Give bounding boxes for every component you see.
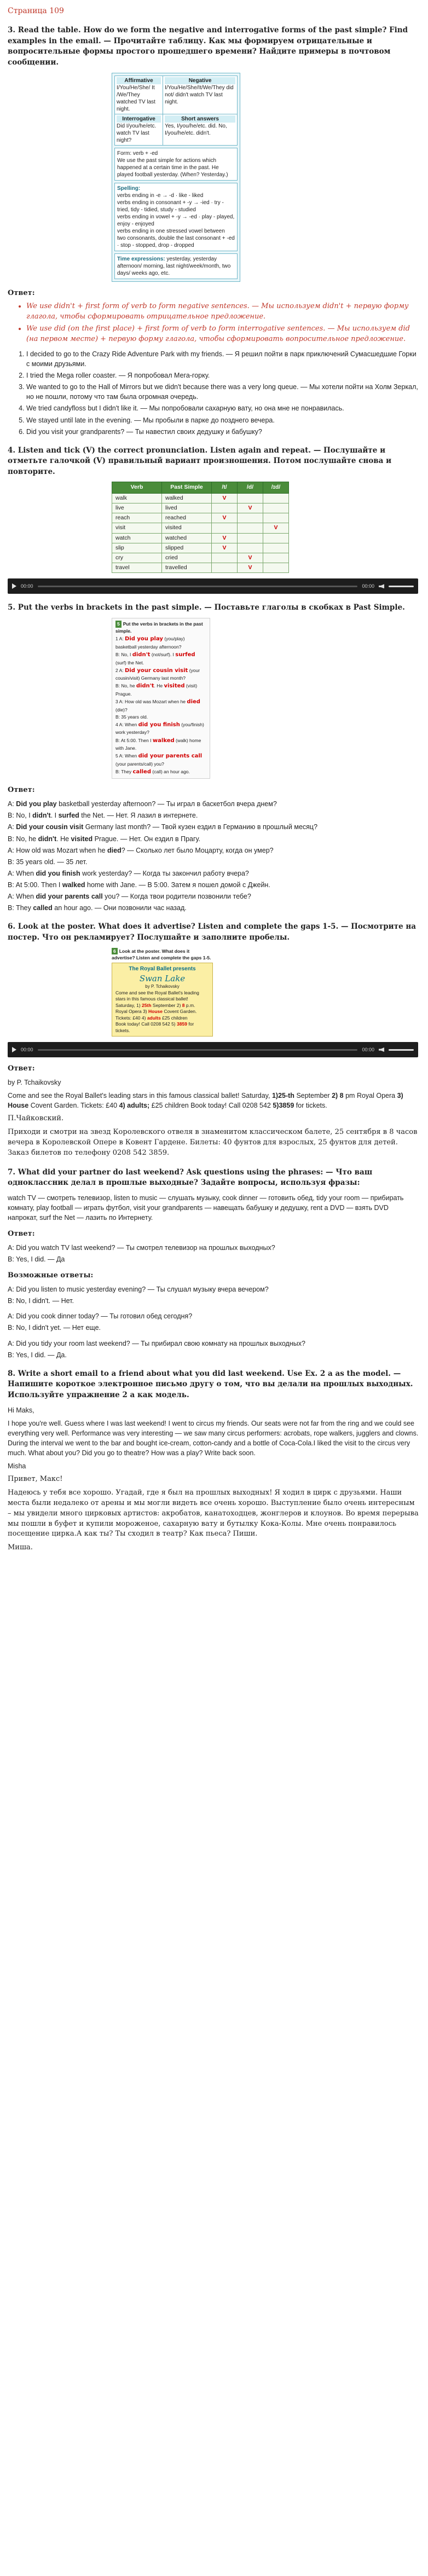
dialog-line: B: No, he didn't. He visited Prague. — Нет. Он ездил в Прагу. xyxy=(8,835,200,843)
poster-answer: Come and see the Royal Ballet's leading stars in this famous classical ballet! Saturday, 1)25-th September 2) 8 pm Royal Opera 3) House Covent Garden. Tickets: £40 4) adults; £25 children Book today! Call 0208 542 5)3859 for tickets. xyxy=(8,1092,403,1110)
table-header: /t/ xyxy=(212,482,238,493)
verb-table-figure xyxy=(112,482,420,573)
exercise-number: 6 xyxy=(112,948,118,954)
dialog-line: B: Yes, I did. — Да. xyxy=(8,1351,67,1359)
past-cell: travelled xyxy=(162,563,212,573)
poster-author: by P. Tchaikovsky xyxy=(145,983,180,989)
current-time: 00:00 xyxy=(21,1046,33,1052)
negative-cell xyxy=(163,76,238,114)
duration-time: 00:00 xyxy=(362,1046,374,1052)
verb-cell: slip xyxy=(112,543,162,553)
dialog-line: A: Did you listen to music yesterday evening? — Ты слушал музыку вчера вечером? xyxy=(8,1286,269,1294)
tick-cell xyxy=(263,513,289,523)
form-rule: Form: verb + -ed xyxy=(117,150,158,157)
tick-cell xyxy=(263,553,289,563)
table-row xyxy=(112,543,289,553)
past-cell: cried xyxy=(162,553,212,563)
tick-cell xyxy=(212,563,238,573)
grammar-table xyxy=(112,73,240,282)
verb-cell: watch xyxy=(112,533,162,543)
answer-label: Ответ: xyxy=(8,288,35,297)
spelling-rule: verbs ending in consonant + -y → -ied · try - tried, tidy - tidied, study - studied xyxy=(117,199,224,213)
table-row xyxy=(112,503,289,513)
dialog-line: B: Yes, I did. — Да xyxy=(8,1255,65,1264)
short-answers-text: Yes, I/you/he/etc. did. No, I/you/he/etc. didn't. xyxy=(165,123,227,136)
current-time: 00:00 xyxy=(21,583,33,589)
table-row xyxy=(112,533,289,543)
task-5-heading: 5. Put the verbs in brackets in the past simple. — Поставьте глаголы в скобках в Past Simple. xyxy=(8,603,405,612)
verb-cell: cry xyxy=(112,553,162,563)
dialog-line: A: Did you watch TV last weekend? — Ты смотрел телевизор на прошлых выходных? xyxy=(8,1243,275,1252)
exercise-line: B: 35 years old. xyxy=(115,714,148,720)
grammar-table-figure xyxy=(112,73,420,282)
exercise-line: 3 A: How old was Mozart when he died (die)? xyxy=(115,699,200,713)
task-8-heading: 8. Write a short email to a friend about what you did last weekend. Use Ex. 2 a as the model. — Напишите короткое электронное письмо другу о том, что вы делали на прошлых выходных. Используйте упражнение 2 а как модель. xyxy=(8,1369,413,1399)
table-row xyxy=(112,523,289,533)
poster-line: Tickets: £40 4) adults £25 children xyxy=(115,1015,188,1021)
table-row xyxy=(112,553,289,563)
audio-player-2 xyxy=(8,1042,418,1057)
answer-label: Ответ: xyxy=(8,1064,35,1073)
verb-cell: reach xyxy=(112,513,162,523)
use-rule: We use the past simple for actions which happened at a certain time in the past. He played football yesterday. (When? Yesterday.) xyxy=(117,157,228,178)
short-answers-cell xyxy=(163,114,238,145)
examples-list xyxy=(8,349,420,437)
email-greeting: Hi Maks, xyxy=(8,1406,34,1414)
list-item: 3. We wanted to go to the Hall of Mirrors but we didn't because there was a very long queue. — Мы хотели пойти на Холм Зеркал, но не пошли, потому что там была огромная очередь. xyxy=(26,382,420,402)
answer-label: Ответ: xyxy=(8,786,35,795)
spelling-header: Spelling: xyxy=(117,185,141,192)
task-7-heading: 7. What did your partner do last weekend? Ask questions using the phrases: — Что ваш одноклассник делал в прошлые выходные? Задайте вопросы, используя фразы: xyxy=(8,1167,373,1188)
list-item: 5. We stayed until late in the evening. — Мы пробыли в парке до позднего вечера. xyxy=(26,415,420,425)
past-cell: walked xyxy=(162,493,212,503)
dialog-line: B: No, I didn't. I surfed the Net. — Нет. Я лазил в интернете. xyxy=(8,812,198,820)
email-signature: Misha xyxy=(8,1462,26,1471)
past-cell: visited xyxy=(162,523,212,533)
interrogative-header: Interrogative xyxy=(117,115,161,123)
poster-line: Royal Opera 3) House Covent Garden. xyxy=(115,1009,197,1015)
exercise-line: B: At 5:00. Then I walked (walk) home with Jane. xyxy=(115,737,201,751)
table-row xyxy=(112,563,289,573)
email-greeting-ru: Привет, Макс! xyxy=(8,1475,63,1484)
list-item: 1. I decided to go to the Crazy Ride Adventure Park with my friends. — Я решил пойти в парк приключений Сумасшедшие Горки с моими друзьями. xyxy=(26,349,420,369)
dialog-line: A: When did your parents call you? — Когда твои родители позвонили тебе? xyxy=(8,893,251,901)
dialog-5 xyxy=(8,799,420,913)
dialog-line: A: When did you finish work yesterday? — Когда ты закончил работу вчера? xyxy=(8,869,249,877)
tick-cell: V xyxy=(238,563,263,573)
dialog-line: B: No, I didn't. — Нет. xyxy=(8,1297,74,1305)
exercise-5-title: Put the verbs in brackets in the past simple. xyxy=(115,621,203,634)
past-cell: lived xyxy=(162,503,212,513)
email-body: I hope you're well. Guess where I was last weekend! I went to circus my friends. Our seats were not far from the ring and we could see everything very well. Performance was very interesting — we saw many circus performers: acrobats, rope walkers, jugglers and clowns. During the interval we went to the bar and bought ice-cream, cotton-candy and a bottle of Coca-Cola.I liked the visit to the circus very much. What about you? Did you go to theatre? How was a play? Write back soon. xyxy=(8,1419,419,1457)
past-cell: slipped xyxy=(162,543,212,553)
exercise-line: 5 A: When did your parents call (your parents/call) you? xyxy=(115,753,203,767)
tick-cell xyxy=(263,533,289,543)
ballet-poster xyxy=(112,963,213,1037)
spelling-rule: verbs ending in one stressed vowel between two consonants, double the last consonant + -ed · stop - stopped, drop - dropped xyxy=(117,228,235,248)
list-item: 2. I tried the Mega roller coaster. — Я попробовал Мега-горку. xyxy=(26,371,420,380)
affirmative-text: I/You/He/She/ It /We/They watched TV last night. xyxy=(117,84,155,112)
dialog-line: B: At 5:00. Then I walked home with Jane. — В 5:00. Затем я пошел домой с Джейн. xyxy=(8,881,270,889)
exercise-line: 1 A: Did you play (you/play) basketball yesterday afternoon? xyxy=(115,636,185,650)
past-cell: watched xyxy=(162,533,212,543)
table-header: /ɪd/ xyxy=(263,482,289,493)
email-body-ru: Надеюсь у тебя все хорошо. Угадай, где я был на прошлых выходных! Я ходил в цирк с друзьями. Наши места были недалеко от арены и мы могли видеть все очень хорошо. Выступление было очень интересным – мы увидели много цирковых артистов: акробатов, канатоходцев, жонглеров и клоунов. Во время перерыва мы пошли в буфет и купили мороженое, сахарную вату и бутылку Кока-Колы. Мне очень понравилось посещение цирка.А как ты? Ты сходил в театр? Как пьеса? Пиши. xyxy=(8,1489,419,1538)
tick-cell: V xyxy=(212,533,238,543)
poster-question: Look at the poster. What does it advertise? Listen and complete the gaps 1-5. xyxy=(112,948,211,960)
email-signature-ru: Миша. xyxy=(8,1543,33,1552)
exercise-line: B: They called (call) an hour ago. xyxy=(115,768,190,775)
exercise-line: 4 A: When did you finish (you/finish) work yesterday? xyxy=(115,721,204,736)
volume-slider[interactable] xyxy=(389,1049,414,1051)
dialog-line: A: How old was Mozart when he died? — Сколько лет было Моцарту, когда он умер? xyxy=(8,846,274,854)
tick-cell xyxy=(263,563,289,573)
spelling-box xyxy=(114,183,238,251)
poster-answer-by: by P. Tchaikovsky xyxy=(8,1078,61,1086)
dialog-line: B: 35 years old. — 35 лет. xyxy=(8,858,88,866)
poster-figure xyxy=(112,948,420,1037)
volume-slider[interactable] xyxy=(389,586,414,587)
tick-cell: V xyxy=(238,553,263,563)
task-4-heading: 4. Listen and tick (V) the correct pronunciation. Listen again and repeat. — Послушайте и отметьте галочкой (V) правильный вариант произношения. Потом послушайте снова и повторите. xyxy=(8,445,392,476)
dialog-line: A: Did you tidy your room last weekend? — Ты прибирал свою комнату на прошлых выходных? xyxy=(8,1339,305,1347)
poster-line: Saturday, 1) 25th September 2) 8 p.m. xyxy=(115,1002,195,1008)
volume-icon[interactable] xyxy=(379,1047,384,1052)
negative-text: I/You/He/She/It/We/They did not/ didn't watch TV last night. xyxy=(165,84,234,105)
tick-cell xyxy=(263,543,289,553)
tick-cell: V xyxy=(212,543,238,553)
dialog-line: A: Did you play basketball yesterday afternoon? — Ты играл в баскетбол вчера днем? xyxy=(8,800,277,808)
exercise-line: 2 A: Did your cousin visit (your cousin/visit) Germany last month? xyxy=(115,667,200,681)
task-3-heading: 3. Read the table. How do we form the negative and interrogative forms of the past simple? Find examples in the email. — Прочитайте таблицу. Как мы формируем отрицательные и вопросительные формы простого прошедшего времени? Найдите примеры в почтовом сообщении. xyxy=(8,26,408,67)
exercise-5-card xyxy=(112,618,210,779)
tick-cell xyxy=(212,523,238,533)
exercise-5-figure xyxy=(112,618,420,779)
dialog-line: A: Did your cousin visit Germany last month? — Твой кузен ездил в Германию в прошлый месяц? xyxy=(8,823,318,831)
time-expressions-header: Time expressions: xyxy=(117,256,165,262)
task-6-heading: 6. Look at the poster. What does it advertise? Listen and complete the gaps 1-5. — Посмотрите на постер. Что он рекламирует? Послушайте и заполните пробелы. xyxy=(8,922,416,942)
exercise-number: 5 xyxy=(115,621,122,628)
play-icon[interactable] xyxy=(12,583,16,589)
poster-answer-ru: Приходи и смотри на звезд Королевского отвеля в знаменитом классическом балете, 25 сентября в 8 часов вечера в Королевской Опере в Ковент Гардене. Билеты: 40 фунтов для взрослых, 25 фунтов для детей. Заказ билетов по телефону 0208 542 3859. xyxy=(8,1128,418,1157)
table-header: /d/ xyxy=(238,482,263,493)
verb-cell: visit xyxy=(112,523,162,533)
tick-cell: V xyxy=(238,503,263,513)
time-expressions-text: yesterday, yesterday afternoon/ morning, last night/week/month, two days/ weeks ago, etc. xyxy=(117,256,231,276)
possible-answers-label: Возможные ответы: xyxy=(8,1271,94,1280)
answer-label: Ответ: xyxy=(8,1230,35,1238)
tick-cell xyxy=(238,523,263,533)
poster-presenter: The Royal Ballet presents xyxy=(129,966,196,972)
table-row xyxy=(112,513,289,523)
affirmative-header: Affirmative xyxy=(117,77,161,84)
tick-cell: V xyxy=(212,513,238,523)
poster-card xyxy=(112,948,213,1037)
tick-cell xyxy=(238,493,263,503)
exercise-line: B: No, he didn't. He visited (visit) Prague. xyxy=(115,683,198,697)
verb-cell: walk xyxy=(112,493,162,503)
dialog-line: B: They called an hour ago. — Они позвонили час назад. xyxy=(8,904,187,912)
tick-cell xyxy=(212,503,238,513)
negative-header: Negative xyxy=(165,77,235,84)
list-item: • We use did (on the first place) + first form of verb to form interrogative sentences. — Мы используем did (на первом месте) + первую форму глагола, чтобы сформировать вопросительное предложение. xyxy=(26,324,420,345)
interrogative-text: Did I/you/he/etc. watch TV last night? xyxy=(117,123,157,143)
poster-line: Book today! Call 0208 542 5) 3859 for tickets. xyxy=(115,1021,194,1033)
tick-cell xyxy=(238,543,263,553)
interrogative-cell xyxy=(115,114,163,145)
tick-cell xyxy=(212,553,238,563)
spelling-rule: verbs ending in vowel + -y → -ed · play - played, enjoy - enjoyed xyxy=(117,213,235,227)
page-title: Страница 109 xyxy=(8,7,64,15)
poster-title: Swan Lake xyxy=(139,973,186,983)
tick-cell: V xyxy=(263,523,289,533)
verb-cell: live xyxy=(112,503,162,513)
tick-cell xyxy=(238,513,263,523)
tick-cell xyxy=(263,503,289,513)
list-item: 6. Did you visit your grandparents? — Ты навестил своих дедушку и бабушку? xyxy=(26,427,420,437)
exercise-line: B: No, I didn't (not/surf). I surfed (surf) the Net. xyxy=(115,652,195,665)
spelling-rule: verbs ending in -e → -d · like - liked xyxy=(117,192,204,199)
tick-cell: V xyxy=(212,493,238,503)
phrases-text: watch TV — смотреть телевизор, listen to music — слушать музыку, cook dinner — готовить обед, tidy your room — прибирать комнату, play football — играть футбол, visit your grandparents — навещать бабушку и дедушку, rent a DVD — взять DVD напрокат, surf the Net — лазить по Интернету. xyxy=(8,1194,404,1222)
affirmative-cell xyxy=(115,76,163,114)
table-header: Past Simple xyxy=(162,482,212,493)
list-item: • We use didn't + first form of verb to form negative sentences. — Мы используем didn't + первую форму глагола, чтобы сформировать отрицательное предложение. xyxy=(26,302,420,322)
rule-answer-list xyxy=(8,302,420,344)
short-answers-header: Short answers xyxy=(165,115,235,123)
volume-icon[interactable] xyxy=(379,584,384,588)
list-item: 4. We tried candyfloss but I didn't like it. — Мы попробовали сахарную вату, но она мне не понравилась. xyxy=(26,403,420,413)
progress-track[interactable] xyxy=(38,1049,358,1051)
dialog-line: B: No, I didn't yet. — Нет еще. xyxy=(8,1324,101,1332)
progress-track[interactable] xyxy=(38,586,358,587)
play-icon[interactable] xyxy=(12,1047,16,1052)
time-expressions-box xyxy=(114,253,238,279)
poster-line: Come and see the Royal Ballet's leading stars in this famous classical ballet! xyxy=(115,989,199,1002)
tick-cell xyxy=(263,493,289,503)
table-row xyxy=(112,493,289,503)
pronunciation-table xyxy=(112,482,289,573)
table-header: Verb xyxy=(112,482,162,493)
verb-cell: travel xyxy=(112,563,162,573)
poster-answer-ru-name: П.Чайковский. xyxy=(8,1114,64,1123)
past-cell: reached xyxy=(162,513,212,523)
tick-cell xyxy=(238,533,263,543)
audio-player-1 xyxy=(8,578,418,594)
dialog-line: A: Did you cook dinner today? — Ты готовил обед сегодня? xyxy=(8,1312,193,1321)
usage-box xyxy=(114,148,238,181)
duration-time: 00:00 xyxy=(362,583,374,589)
